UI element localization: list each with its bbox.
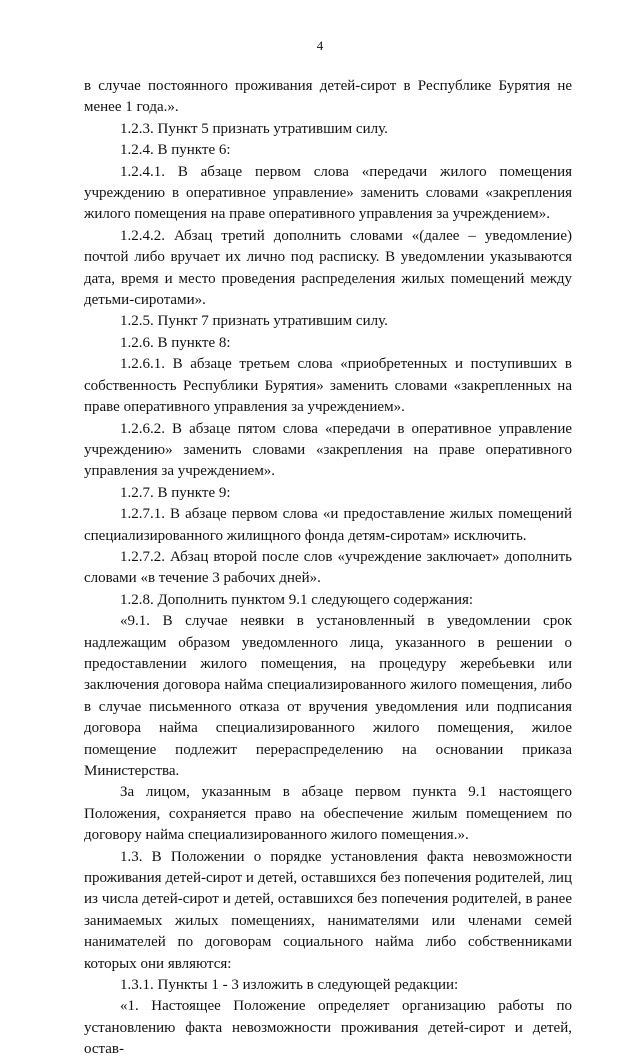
paragraph: 1.2.4. В пункте 6: [120, 142, 231, 159]
paragraph: 1.2.4.1. В абзаце первом слова «передачи жилого помещения учреждению в оперативное управление» заменить словами «закрепления жилого помещения на праве оперативного управления за учреждением». [84, 163, 572, 223]
paragraph: в случае постоянного проживания детей-сирот в Республике Бурятия не менее 1 года.». [84, 78, 572, 116]
paragraph: 1.2.6. В пункте 8: [120, 334, 231, 351]
paragraph: 1.3.1. Пункты 1 - 3 изложить в следующей редакции: [120, 977, 459, 994]
paragraph: 1.3. В Положении о порядке установления факта невозможности проживания детей-сирот и детей, оставшихся без попечения родителей, лиц из числа детей-сирот и детей, оставшихся без попечения родителей, в ранее занимаемых жилых помещениях, нанимателями или членами семей нанимателей по договорам социального найма либо собственниками которых они являются: [84, 848, 572, 972]
paragraph: 1.2.4.2. Абзац третий дополнить словами «(далее – уведомление) почтой либо вручает их лично под расписку. В уведомлении указываются дата, время и место проведения распределения жилых помещений между детьми-сиротами». [84, 227, 572, 309]
paragraph: 1.2.6.2. В абзаце пятом слова «передачи в оперативное управление учреждению» заменить словами «закрепления на праве оперативного управления за учреждением». [84, 420, 572, 480]
paragraph: За лицом, указанным в абзаце первом пункта 9.1 настоящего Положения, сохраняется право на обеспечение жилым помещением по договору найма специализированного жилого помещения.». [84, 784, 572, 844]
paragraph: 1.2.7. В пункте 9: [120, 484, 231, 501]
page-number: 4 [316, 38, 324, 53]
paragraph: «9.1. В случае неявки в установленный в уведомлении срок надлежащим образом уведомленного лица, указанного в решении о предоставлении жилого помещения, на процедуру жеребьевки или заключения договора найма специализированного жилого помещения, либо в случае письменного отказа от вручения уведомления или подписания договора найма специализированного жилого помещения, жилое помещение подлежит перераспределению на основании приказа Министерства. [84, 613, 572, 779]
paragraph: 1.2.7.1. В абзаце первом слова «и предоставление жилых помещений специализированного жилищного фонда детям-сиротам» исключить. [84, 506, 572, 544]
paragraph: 1.2.3. Пункт 5 признать утратившим силу. [120, 120, 388, 137]
paragraph: «1. Настоящее Положение определяет организацию работы по установлению факта невозможности проживания детей-сирот и детей, остав- [84, 998, 572, 1058]
paragraph: 1.2.5. Пункт 7 признать утратившим силу. [120, 313, 388, 330]
document-body [84, 76, 572, 1061]
paragraph: 1.2.8. Дополнить пунктом 9.1 следующего содержания: [120, 591, 474, 608]
paragraph: 1.2.6.1. В абзаце третьем слова «приобретенных и поступивших в собственность Республики Бурятия» заменить словами «закрепленных на праве оперативного управления за учреждением». [84, 356, 572, 416]
paragraph: 1.2.7.2. Абзац второй после слов «учреждение заключает» дополнить словами «в течение 3 рабочих дней». [84, 548, 572, 587]
